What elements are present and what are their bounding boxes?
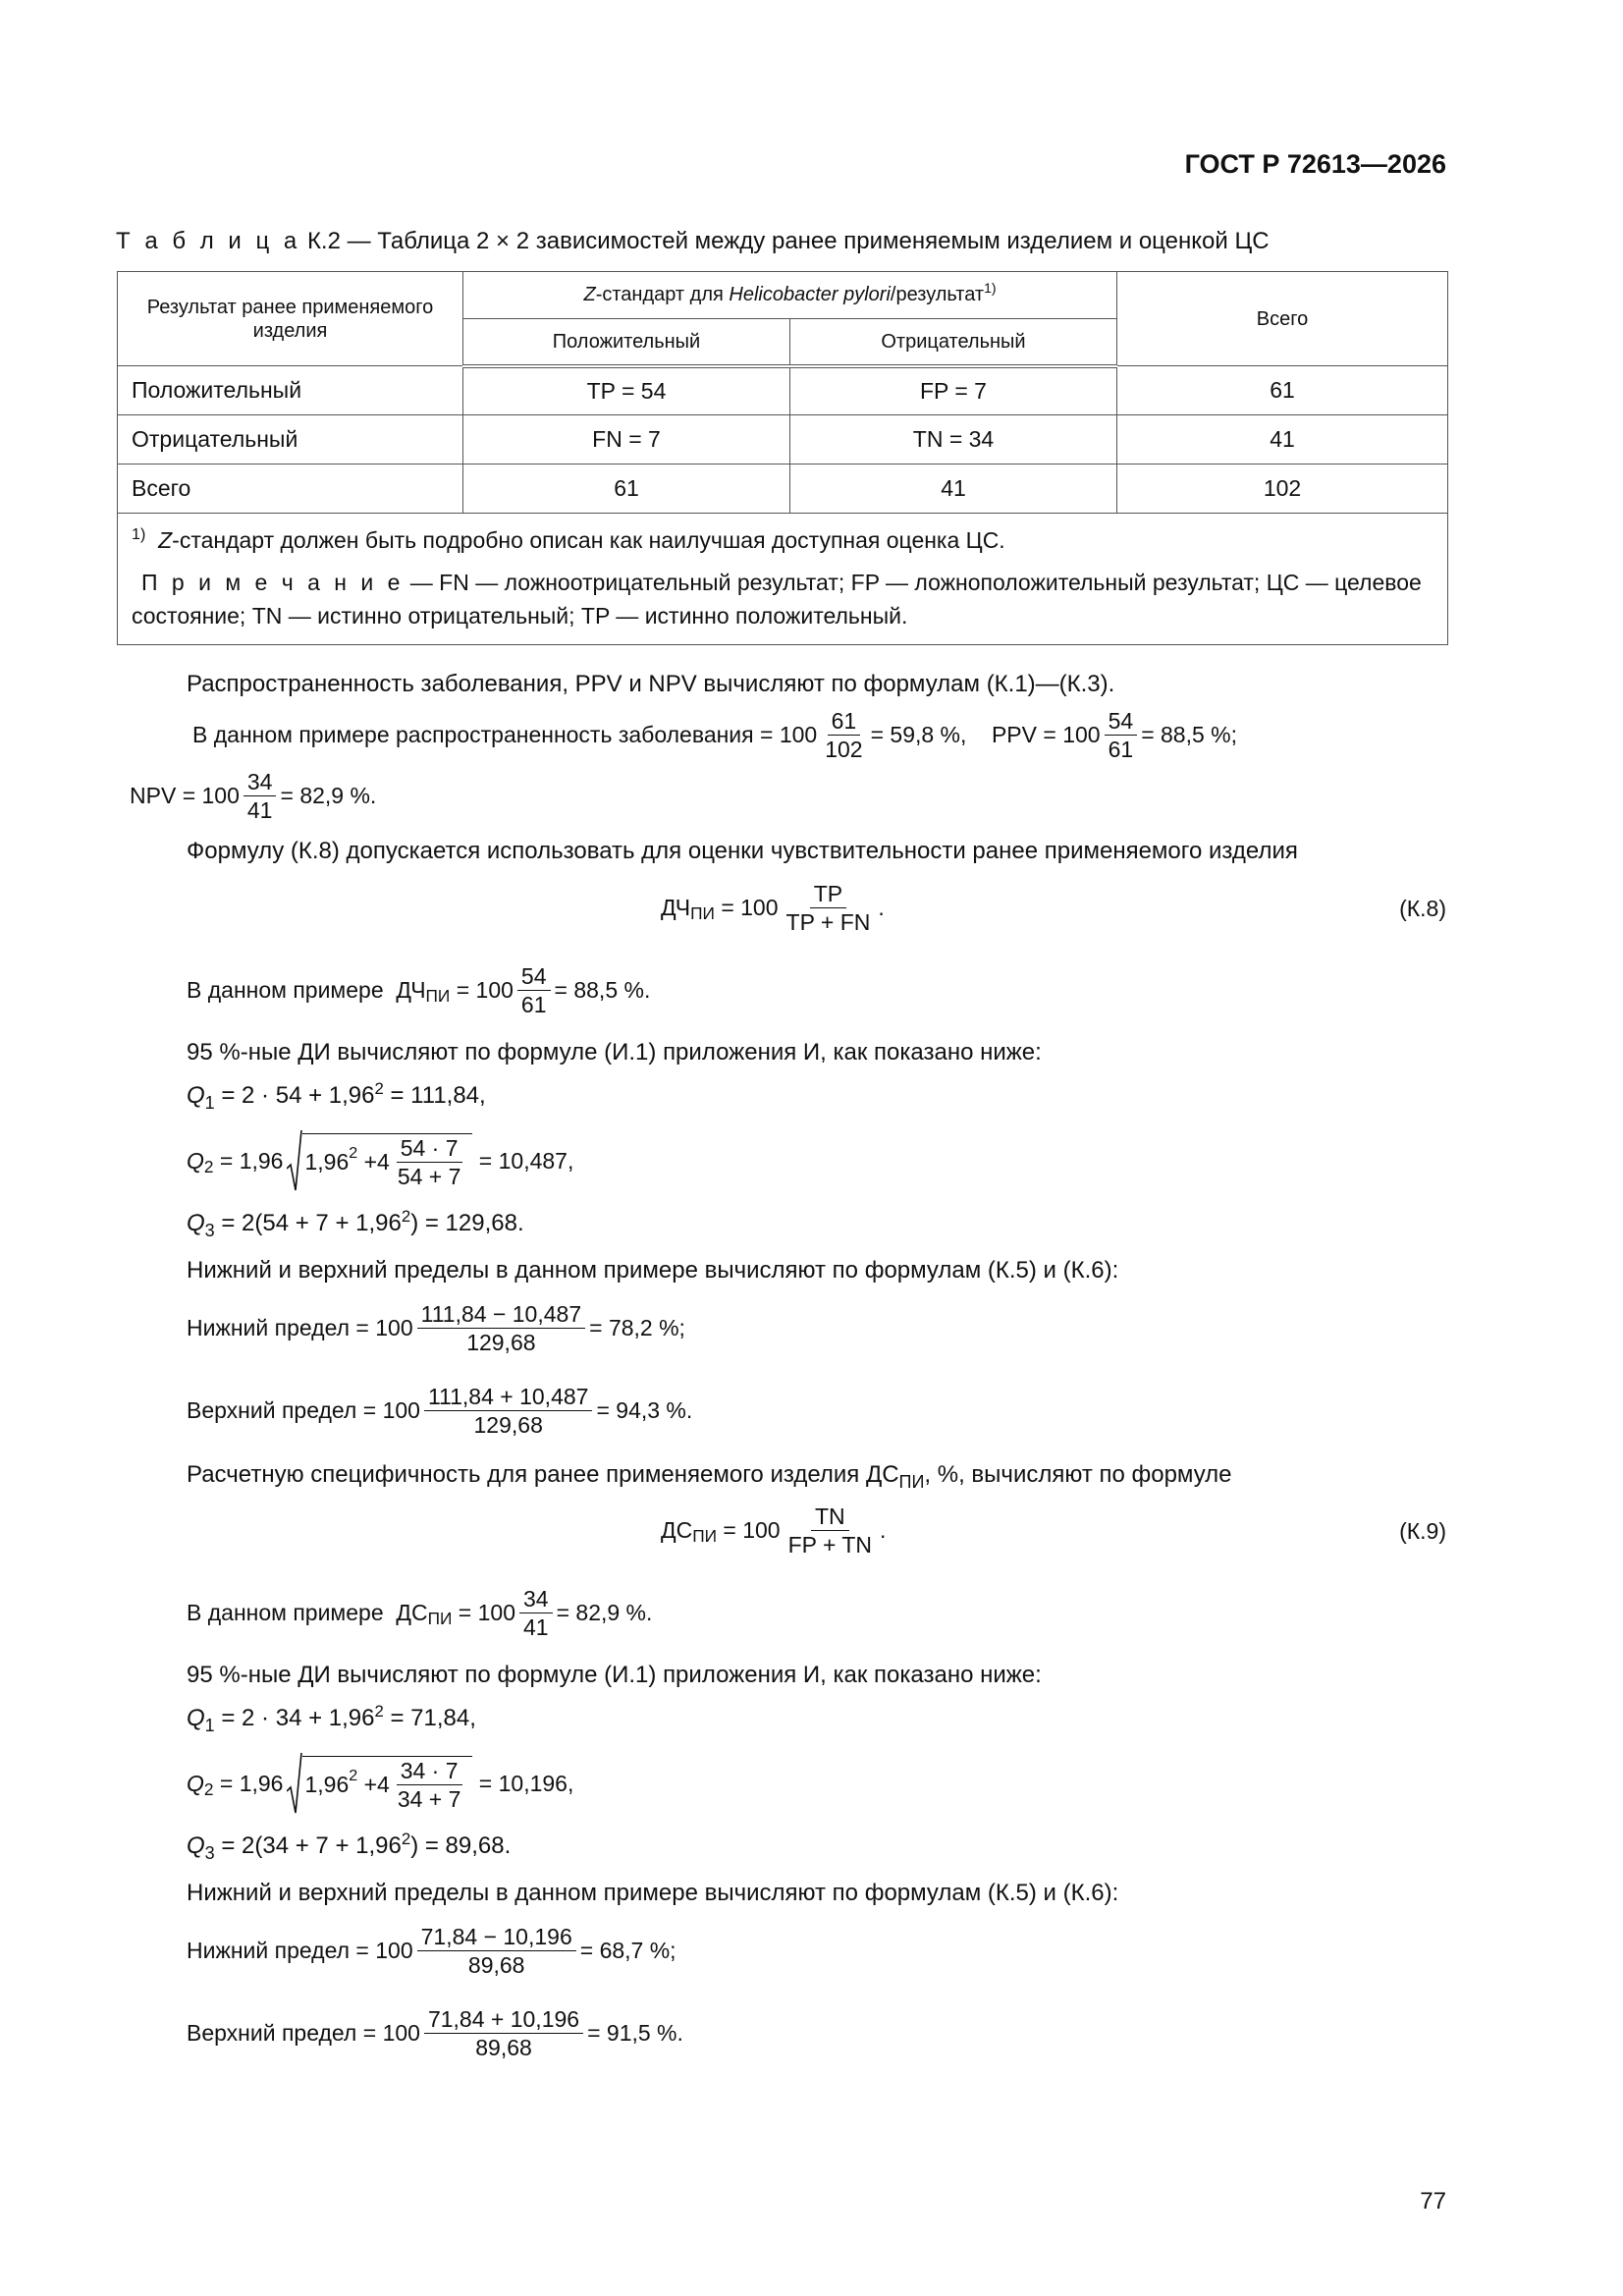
- formula-lower-limit: Нижний предел = 100 $\frac{111,84 - 10,487}{129,68}$ = 78,2 %;: [187, 1301, 685, 1356]
- radical-sign-icon: [287, 1752, 302, 1815]
- fraction: $\frac{71,84 - 10,196}{89,68}$: [417, 1925, 576, 1977]
- fraction: $\frac{34 \cdot 7}{34 + 7}$: [397, 1757, 461, 1812]
- table-row: Всего 61 41 102: [118, 465, 1448, 514]
- formula-q1: $Q_1 = 2 \cdot 54 + 1,96^2 = 111,84$,: [187, 1078, 486, 1114]
- square-root: 1,96 2 +4 $\frac{54 \cdot 7}{54 + 7}$: [287, 1129, 472, 1192]
- fraction: $\frac{54}{61}$: [1105, 709, 1138, 761]
- square-root: 1,96 2 +4 $\frac{34 \cdot 7}{34 + 7}$: [287, 1752, 472, 1815]
- formula-k9: ДС ПИ = 100 $\frac{TN}{FP + TN}$ .: [661, 1503, 887, 1558]
- header-z-standard: Z-стандарт для Helicobacter pylori/результат$^{1)}$: [463, 272, 1117, 319]
- fraction: $\frac{TP}{TP + FN}$: [785, 881, 871, 936]
- formula-upper-limit: Верхний предел = 100 $\frac{71,84 + 10,196}{89,68}$ = 91,5 %.: [187, 2006, 683, 2061]
- formula-upper-limit: Верхний предел = 100 $\frac{111,84 + 10,487}{129,68}$ = 94,3 %.: [187, 1384, 693, 1439]
- equation-number-k8: (К.8): [1399, 896, 1446, 921]
- header-row-label: Результат ранее применяемого изделия: [118, 272, 463, 366]
- fraction: $\frac{54 \cdot 7}{54 + 7}$: [397, 1134, 461, 1189]
- paragraph-ci-intro: 95 %-ные ДИ вычисляют по формуле (И.1) приложения И, как показано ниже:: [187, 1039, 1042, 1066]
- fraction: $\frac{TN}{FP + TN}$: [787, 1503, 873, 1558]
- paragraph-limits-intro: Нижний и верхний пределы в данном примере вычисляют по формулам (К.5) и (К.6):: [187, 1880, 1119, 1906]
- table-row: Отрицательный FN = 7 TN = 34 41: [118, 415, 1448, 465]
- header-negative: Отрицательный: [790, 319, 1117, 366]
- fraction: $\frac{61}{102}$: [825, 708, 863, 763]
- table-title: [116, 228, 1270, 255]
- radical-sign-icon: [287, 1129, 302, 1192]
- table-row: Положительный TP = 54 FP = 7 61: [118, 366, 1448, 415]
- paragraph-limits-intro: Нижний и верхний пределы в данном примере вычисляют по формулам (К.5) и (К.6):: [187, 1257, 1119, 1284]
- formula-q2: Q 2 = 1,96 1,96 2 +4 $\frac{54 \cdot 7}{54 + 7}$ = 10,487,: [187, 1129, 573, 1192]
- paragraph-sensitivity-intro: Формулу (К.8) допускается использовать для оценки чувствительности ранее применяемого изделия: [187, 838, 1298, 864]
- formula-k8: ДЧ ПИ = 100 $\frac{TP}{TP + FN}$ .: [661, 881, 885, 936]
- table-title-text: К.2 — Таблица 2 × 2 зависимостей между ранее применяемым изделием и оценкой ЦС: [306, 228, 1270, 254]
- table-title-prefix: Т а б л и ц а: [116, 228, 301, 254]
- table-footnotes: [118, 514, 1448, 645]
- equation-number-k9: (К.9): [1399, 1518, 1446, 1544]
- footnote: $^{1)}$ Z-стандарт должен быть подробно описан как наилучшая доступная оценка ЦС.: [132, 525, 1005, 553]
- formula-q2: Q 2 = 1,96 1,96 2 +4 $\frac{34 \cdot 7}{34 + 7}$ = 10,196,: [187, 1752, 573, 1815]
- fraction: $\frac{54}{61}$: [517, 964, 551, 1016]
- contingency-table: [117, 271, 1448, 645]
- formula-q3: $Q_3 = 2(34 + 7 + 1,96^2) = 89,68$.: [187, 1829, 512, 1864]
- fraction: $\frac{111,84 + 10,487}{129,68}$: [424, 1385, 593, 1437]
- formula-lower-limit: Нижний предел = 100 $\frac{71,84 - 10,196}{89,68}$ = 68,7 %;: [187, 1924, 676, 1979]
- formula-dch-example: В данном примере ДЧ ПИ = 100 $\frac{54}{61}$ = 88,5 %.: [187, 963, 651, 1018]
- fraction: $\frac{34}{41}$: [243, 770, 277, 822]
- paragraph-ci-intro: 95 %-ные ДИ вычисляют по формуле (И.1) приложения И, как показано ниже:: [187, 1662, 1042, 1688]
- page-number: 77: [1420, 2188, 1446, 2214]
- header-total: Всего: [1117, 272, 1448, 366]
- formula-q1: $Q_1 = 2 \cdot 34 + 1,96^2 = 71,84$,: [187, 1701, 476, 1736]
- formula-npv: NPV = 100 $\frac{34}{41}$ = 82,9 %.: [130, 769, 377, 824]
- fraction: $\frac{111,84 - 10,487}{129,68}$: [417, 1302, 586, 1354]
- formula-prevalence-ppv: В данном примере распространенность заболевания = 100 $\frac{61}{102}$ = 59,8 %, PPV = 100 $\frac{54}{61}$ = 88,5 %;: [192, 708, 1238, 763]
- fraction: $\frac{71,84 + 10,196}{89,68}$: [424, 2007, 583, 2059]
- formula-q3: $Q_3 = 2(54 + 7 + 1,96^2) = 129,68$.: [187, 1206, 524, 1241]
- paragraph-prevalence-intro: Распространенность заболевания, PPV и NPV вычисляют по формулам (К.1)—(К.3).: [187, 671, 1115, 697]
- paragraph-specificity-intro: Расчетную специфичность для ранее применяемого изделия $ДС_{ПИ}$, %, вычисляют по формуле: [187, 1461, 1232, 1493]
- formula-ds-example: В данном примере ДС ПИ = 100 $\frac{34}{41}$ = 82,9 %.: [187, 1586, 653, 1641]
- header-positive: Положительный: [463, 319, 790, 366]
- standard-code: ГОСТ Р 72613—2026: [1184, 149, 1446, 179]
- fraction: $\frac{34}{41}$: [519, 1587, 553, 1639]
- table-note: П р и м е ч а н и е — FN — ложноотрицательный результат; FP — ложноположительный результат; ЦС — целевое состояние; TN — истинно отрицательный; TP — истинно положительный.: [132, 570, 1422, 629]
